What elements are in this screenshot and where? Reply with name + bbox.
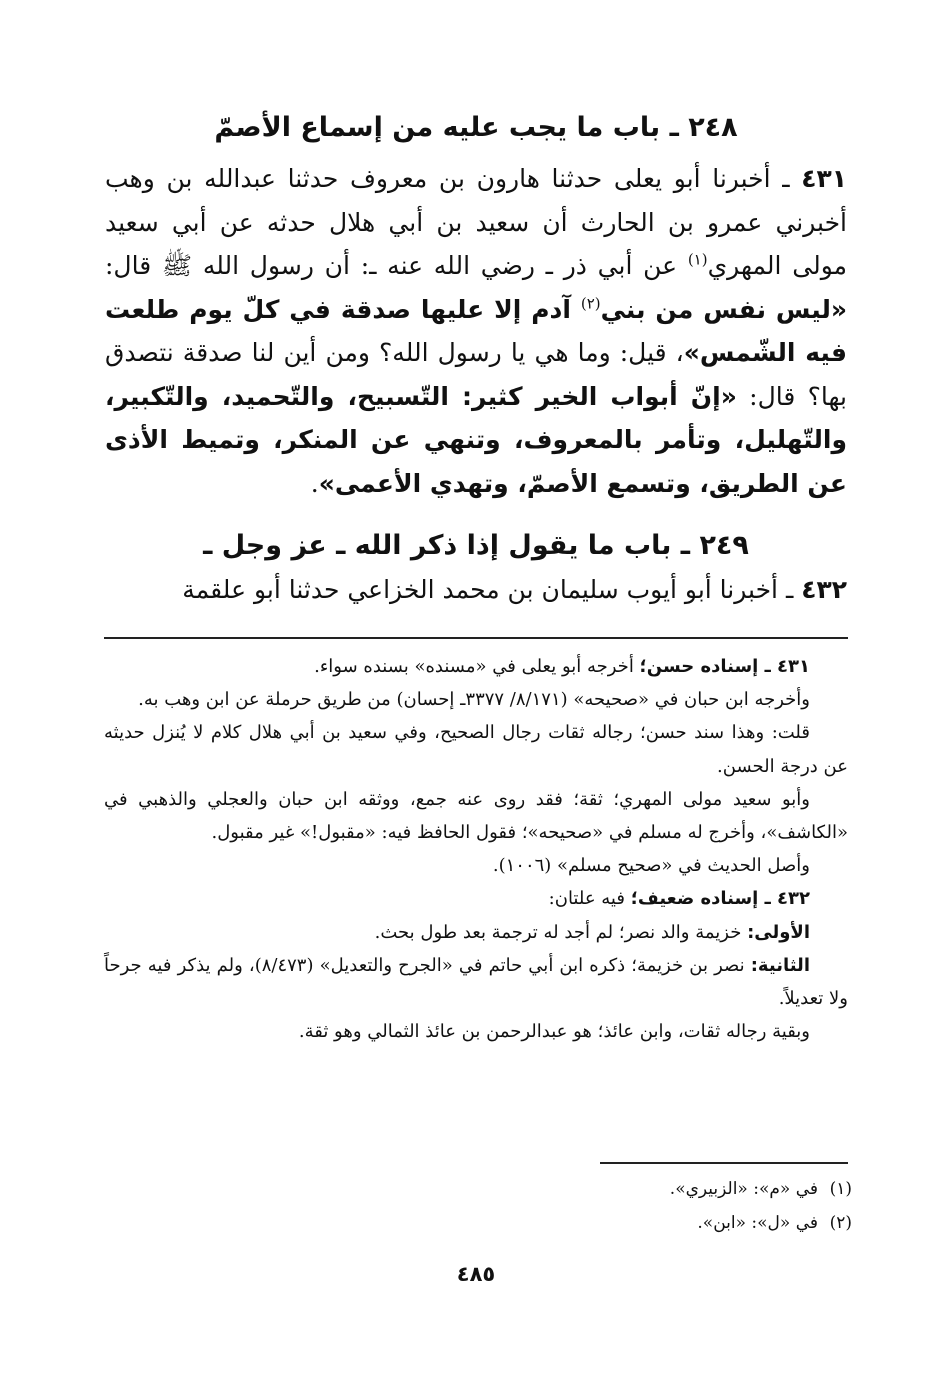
note-431-comment: قلت: وهذا سند حسن؛ رجاله ثقات رجال الصحيح، وفي سعيد بن أبي هلال كلام لا يُنزل حديثه عن درجة الحسن. bbox=[104, 722, 848, 777]
note-text: فيه علتان: bbox=[548, 888, 631, 910]
chapter-heading-249: ٢٤٩ ـ باب ما يقول إذا ذكر الله ـ عز وجل ـ bbox=[203, 530, 749, 561]
note-431-source: وأخرجه ابن حبان في «صحيحه» (٨/١٧١/ ٣٣٧٧ـ إحسان) من طريق حرملة عن ابن وهب به. bbox=[138, 689, 810, 711]
hadith-text: ، قيل: وما هي يا رسول الله؟ ومن أين لنا صدقة نتصدق بها؟ قال: bbox=[105, 338, 847, 411]
chapter-heading-248: ٢٤٨ ـ باب ما يجب عليه من إسماع الأصمّ bbox=[214, 112, 738, 143]
note-432-first-defect bbox=[104, 916, 848, 949]
note-431-narrator: وأبو سعيد مولى المهري؛ ثقة؛ فقد روى عنه جمع، ووثقه ابن حبان والعجلي والذهبي في «الكاشف»، وأخرج له مسلم في «صحيحه»؛ فقول الحافظ فيه: «مقبول!» غير مقبول. bbox=[104, 788, 848, 844]
defect-text: خزيمة والد نصر؛ لم أجد له ترجمة بعد طول بحث. bbox=[374, 921, 748, 943]
notes-divider bbox=[104, 637, 848, 639]
defect-label: الأولى: bbox=[747, 921, 810, 943]
note-432-second-defect bbox=[104, 949, 848, 1015]
prophetic-saying: «إنّ أبواب الخير كثير: التّسبيح، والتّحميد، والتّكبير، والتّهليل، وتأمر بالمعروف، وتنهي عن المنكر، وتميط الأذى عن الطريق، وتسمع الأصمّ، وتهدي الأعمى» bbox=[105, 381, 847, 498]
defect-text: نصر بن خزيمة؛ ذكره ابن أبي حاتم في «الجرح والتعديل» (٨/٤٧٣)، ولم يذكر فيه جرحاً ولا تعديلاً. bbox=[104, 954, 848, 1010]
note-431-origin: وأصل الحديث في «صحيح مسلم» (١٠٠٦). bbox=[492, 855, 810, 877]
defect-label: الثانية: bbox=[750, 954, 810, 976]
prophetic-saying: آدم إلا عليها صدقة في كلّ يوم طلعت فيه الشّمس» bbox=[105, 294, 847, 367]
hadith-432 bbox=[105, 568, 847, 612]
hadith-number: ٤٣١ bbox=[801, 164, 847, 193]
hadith-text: عن أبي ذر ـ رضي الله عنه ـ: أن رسول الله ﷺ قال: bbox=[105, 251, 688, 280]
hadith-431 bbox=[105, 157, 847, 505]
note-number: ٤٣٢ bbox=[777, 888, 810, 910]
footnote-ref-1[interactable]: (١) bbox=[687, 250, 708, 269]
footnote-1 bbox=[352, 1172, 852, 1206]
footnote-text: في «م»: «الزبيري». bbox=[669, 1179, 818, 1199]
commentary-notes bbox=[104, 650, 848, 1048]
footnote-number: (١) bbox=[829, 1179, 852, 1199]
hadith-text: ـ أخبرنا أبو يعلى حدثنا هارون بن معروف حدثنا عبدالله بن وهب أخبرني عمرو بن الحارث أن سعيد بن أبي هلال حدثه عن أبي سعيد مولى المهري bbox=[105, 164, 847, 280]
note-432-intro bbox=[104, 882, 848, 915]
page-number: ٤٨٥ bbox=[456, 1262, 496, 1286]
note-grade: ـ إسناده حسن؛ bbox=[639, 656, 778, 677]
note-text: أخرجه أبو يعلى في «مسنده» بسنده سواء. bbox=[314, 656, 640, 677]
footnote-2 bbox=[352, 1206, 852, 1240]
hadith-text: ـ أخبرنا أبو أيوب سليمان بن محمد الخزاعي حدثنا أبو علقمة bbox=[182, 575, 802, 604]
footnotes-divider bbox=[600, 1162, 848, 1164]
note-grade: ـ إسناده ضعيف؛ bbox=[630, 888, 778, 910]
footnote-text: في «ل»: «ابن». bbox=[697, 1213, 818, 1233]
prophetic-saying: «ليس نفس من بني bbox=[600, 294, 847, 324]
note-number: ٤٣١ bbox=[777, 656, 810, 677]
hadith-text: . bbox=[310, 468, 319, 498]
hadith-number: ٤٣٢ bbox=[801, 575, 847, 604]
footnote-ref-2[interactable]: (٢) bbox=[580, 294, 601, 313]
note-431-intro bbox=[104, 650, 848, 683]
note-432-conclusion: وبقية رجاله ثقات، وابن عائذ؛ هو عبدالرحمن بن عائذ الثمالي وهو ثقة. bbox=[298, 1021, 810, 1043]
footnote-number: (٢) bbox=[829, 1213, 852, 1233]
footnotes bbox=[352, 1172, 852, 1240]
